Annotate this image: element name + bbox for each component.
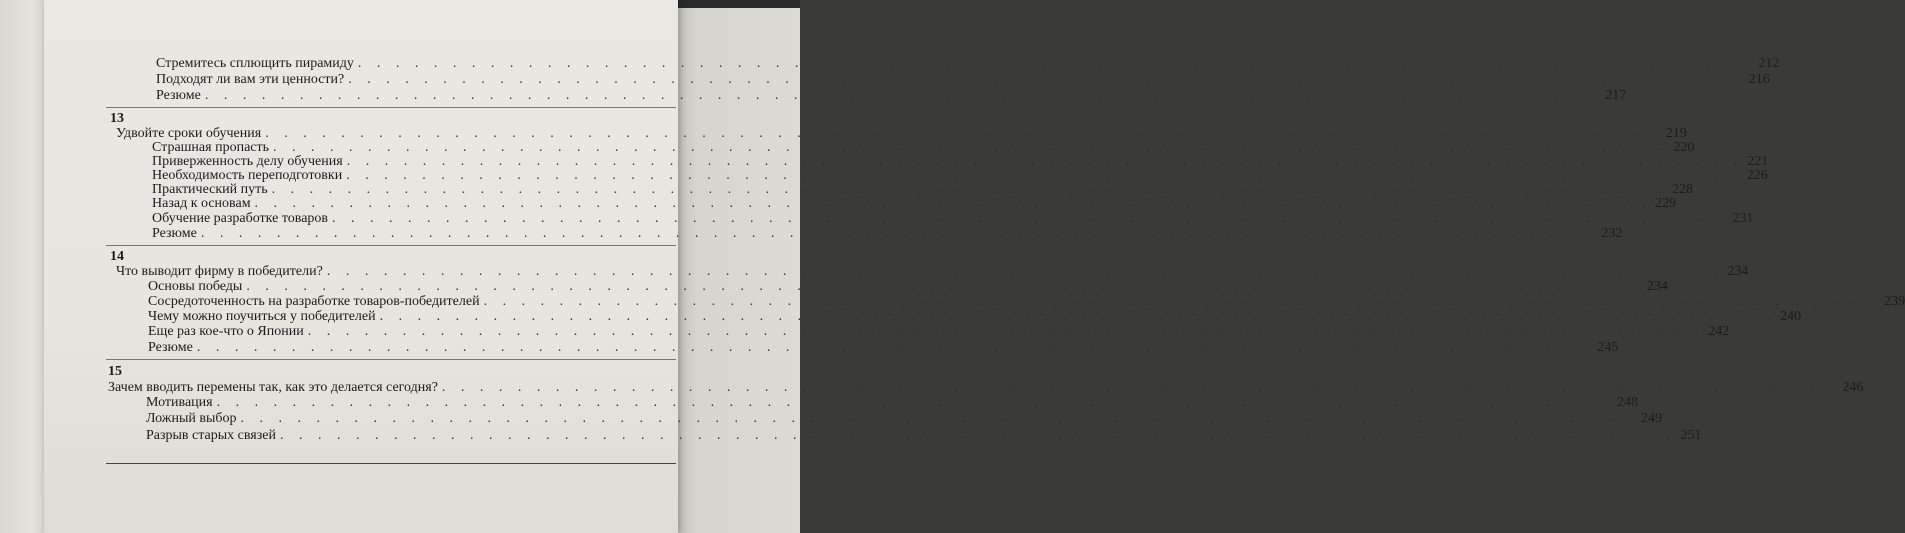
toc-entry: [152, 154, 1769, 169]
chapter-heading: [116, 264, 1749, 279]
toc-entry-page: 248: [1617, 395, 1639, 410]
chapter-number: 14: [110, 249, 124, 264]
toc-leader-dots: . . . . . . . . . . . . . . . . . . . . . . . . . . . . . . . . . . . . . . . . . . . . . . . . . . . . . . . . . . . . . . . . . . . . . . . . . .: [348, 72, 1745, 87]
toc-entry-page: 219: [1665, 126, 1687, 141]
toc-entry: [152, 211, 1754, 226]
toc-leader-dots: . . . . . . . . . . . . . . . . . . . . . . . . . . . . . . . . . . . . . . . . . . . . . . . . . . . . . . . . . . . . . . . . . . . . . . . . . .: [204, 88, 1602, 103]
toc-entry-page: 232: [1601, 226, 1623, 241]
toc-entry: [152, 168, 1768, 183]
toc-entry: [148, 309, 1802, 324]
toc-entry-title: Обучение разработке товаров: [152, 211, 329, 226]
facing-page-left: [0, 0, 48, 533]
toc-entry: [148, 279, 1668, 294]
section-divider: [106, 245, 676, 246]
toc-entry-title: Практический путь: [152, 182, 268, 197]
chapter-number: 15: [108, 364, 122, 379]
toc-entry-page: 228: [1672, 182, 1694, 197]
toc-leader-dots: . . . . . . . . . . . . . . . . . . . . . . . . . . . . . . . . . . . . . . . . . . . . . . . . . . . . . . . . . . . . . . . . . . . . . . . . . .: [200, 226, 1598, 241]
toc-entry-title: Основы победы: [148, 279, 243, 294]
toc-entry: [146, 395, 1639, 410]
toc-entry-title: Зачем вводить перемены так, как это делается сегодня?: [108, 380, 438, 395]
toc-entry-title: Резюме: [148, 340, 193, 355]
section-divider: [106, 463, 676, 464]
toc-entry-page: 234: [1646, 279, 1668, 294]
toc-entry-page: 231: [1732, 211, 1754, 226]
toc-leader-dots: . . . . . . . . . . . . . . . . . . . . . . . . . . . . . . . . . . . . . . . . . . . . . . . . . . . . . . . . . . . . . . . . . . . . . . . . . .: [240, 411, 1638, 426]
toc-entry-title: Резюме: [156, 88, 201, 103]
toc-entry-page: 234: [1727, 264, 1749, 279]
toc-entry-title: Резюме: [152, 226, 197, 241]
toc-leader-dots: . . . . . . . . . . . . . . . . . . . . . . . . . . . . . . . . . . . . . . . . . . . . . . . . . . . . . . . . . . . . . . . . . . . . . . . . . .: [246, 279, 1643, 294]
table-of-contents: [44, 0, 1905, 533]
toc-entry: [152, 196, 1677, 211]
toc-leader-dots: . . . . . . . . . . . . . . . . . . . . . . . . . . . . . . . . . . . . . . . . . . . . . . . . . . . . . . . . . . . . . . . . . . . . . . . . . .: [254, 196, 1652, 211]
section-divider: [106, 359, 676, 360]
toc-entry-page: 216: [1748, 72, 1770, 87]
toc-entry: [146, 411, 1663, 426]
toc-entry-page: 246: [1842, 380, 1864, 395]
toc-leader-dots: . . . . . . . . . . . . . . . . . . . . . . . . . . . . . . . . . . . . . . . . . . . . . . . . . . . . . . . . . . . . . . . . . . . . . . . . . .: [280, 428, 1677, 443]
chapter-heading: [116, 126, 1687, 141]
toc-entry: [148, 324, 1730, 339]
toc-entry-page: 212: [1758, 56, 1780, 71]
toc-entry-page: 245: [1597, 340, 1619, 355]
chapter-number: 13: [110, 111, 124, 126]
toc-entry-page: 229: [1655, 196, 1677, 211]
toc-leader-dots: . . . . . . . . . . . . . . . . . . . . . . . . . . . . . . . . . . . . . . . . . . . . . . . . . . . . . . . . . . . . . . . . . . . . . . . . . .: [271, 182, 1669, 197]
toc-entry: [156, 56, 1780, 71]
toc-entry-page: 251: [1680, 428, 1702, 443]
toc-entry-page: 242: [1708, 324, 1730, 339]
toc-leader-dots: . . . . . . . . . . . . . . . . . . . . . . . . . . . . . . . . . . . . . . . . . . . . . . . . . . . . . . . . . . . . . . . . . . . . . . . . . .: [346, 154, 1744, 169]
toc-entry-title: Стремитесь сплющить пирамиду: [156, 56, 354, 71]
toc-entry-title: Разрыв старых связей: [146, 428, 276, 443]
toc-leader-dots: . . . . . . . . . . . . . . . . . . . . . . . . . . . . . . . . . . . . . . . . . . . . . . . . . . . . . . . . . . . . . . . . . . . . . . . . . .: [326, 264, 1724, 279]
toc-leader-dots: . . . . . . . . . . . . . . . . . . . . . . . . . . . . . . . . . . . . . . . . . . . . . . . . . . . . . . . . . . . . . . . . . . . . . . . . . .: [357, 56, 1755, 71]
toc-entry: [152, 182, 1694, 197]
toc-entry-title: Сосредоточенность на разработке товаров-победителей: [148, 294, 480, 309]
section-divider: [106, 107, 676, 108]
toc-entry-title: Что выводит фирму в победители?: [116, 264, 323, 279]
toc-entry-title: Необходимость переподготовки: [152, 168, 343, 183]
toc-leader-dots: . . . . . . . . . . . . . . . . . . . . . . . . . . . . . . . . . . . . . . . . . . . . . . . . . . . . . . . . . . . . . . . . . . . . . . . . . .: [346, 168, 1743, 183]
toc-entry-title: Ложный выбор: [146, 411, 237, 426]
toc-entry-page: 220: [1673, 140, 1695, 155]
toc-entry: [152, 226, 1623, 241]
toc-entry-page: 221: [1747, 154, 1769, 169]
toc-leader-dots: . . . . . . . . . . . . . . . . . . . . . . . . . . . . . . . . . . . . . . . . . . . . . . . . . . . . . . . . . . . . . . . . . . . . . . . . . .: [379, 309, 1777, 324]
toc-entry: [156, 88, 1627, 103]
toc-leader-dots: . . . . . . . . . . . . . . . . . . . . . . . . . . . . . . . . . . . . . . . . . . . . . . . . . . . . . . . . . . . . . . . . . . . . . . . . . .: [273, 140, 1670, 155]
toc-entry-page: 249: [1641, 411, 1663, 426]
toc-entry-title: Назад к основам: [152, 196, 251, 211]
toc-entry-title: Удвойте сроки обучения: [116, 126, 262, 141]
toc-entry-title: Мотивация: [146, 395, 213, 410]
toc-leader-dots: . . . . . . . . . . . . . . . . . . . . . . . . . . . . . . . . . . . . . . . . . . . . . . . . . . . . . . . . . . . . . . . . . . . . . . . . . .: [441, 380, 1839, 395]
toc-entry-title: Страшная пропасть: [152, 140, 269, 155]
toc-leader-dots: . . . . . . . . . . . . . . . . . . . . . . . . . . . . . . . . . . . . . . . . . . . . . . . . . . . . . . . . . . . . . . . . . . . . . . . . . .: [265, 126, 1662, 141]
toc-entry-page: 226: [1746, 168, 1768, 183]
toc-leader-dots: . . . . . . . . . . . . . . . . . . . . . . . . . . . . . . . . . . . . . . . . . . . . . . . . . . . . . . . . . . . . . . . . . . . . . . . . . .: [216, 395, 1614, 410]
toc-entry-title: Подходят ли вам эти ценности?: [156, 72, 345, 87]
toc-entry-page: 239: [1884, 294, 1905, 309]
toc-entry-title: Чему можно поучиться у победителей: [148, 309, 376, 324]
toc-entry: [148, 340, 1619, 355]
toc-entry: [152, 140, 1695, 155]
toc-entry: [148, 294, 1905, 309]
toc-leader-dots: . . . . . . . . . . . . . . . . . . . . . . . . . . . . . . . . . . . . . . . . . . . . . . . . . . . . . . . . . . . . . . . . . . . . . . . . . .: [196, 340, 1594, 355]
toc-leader-dots: . . . . . . . . . . . . . . . . . . . . . . . . . . . . . . . . . . . . . . . . . . . . . . . . . . . . . . . . . . . . . . . . . . . . . . . . . .: [332, 211, 1729, 226]
toc-leader-dots: . . . . . . . . . . . . . . . . . . . . . . . . . . . . . . . . . . . . . . . . . . . . . . . . . . . . . . . . . . . . . . . . . . . . . . . . . .: [483, 294, 1881, 309]
toc-entry-title: Еще раз кое-что о Японии: [148, 324, 304, 339]
toc-entry-title: Приверженность делу обучения: [152, 154, 343, 169]
book-page: [44, 0, 1905, 533]
toc-entry-page: 217: [1605, 88, 1627, 103]
toc-entry: [146, 428, 1702, 443]
chapter-heading: [108, 380, 1864, 395]
toc-leader-dots: . . . . . . . . . . . . . . . . . . . . . . . . . . . . . . . . . . . . . . . . . . . . . . . . . . . . . . . . . . . . . . . . . . . . . . . . . .: [307, 324, 1705, 339]
toc-entry: [156, 72, 1770, 87]
toc-entry-page: 240: [1780, 309, 1802, 324]
